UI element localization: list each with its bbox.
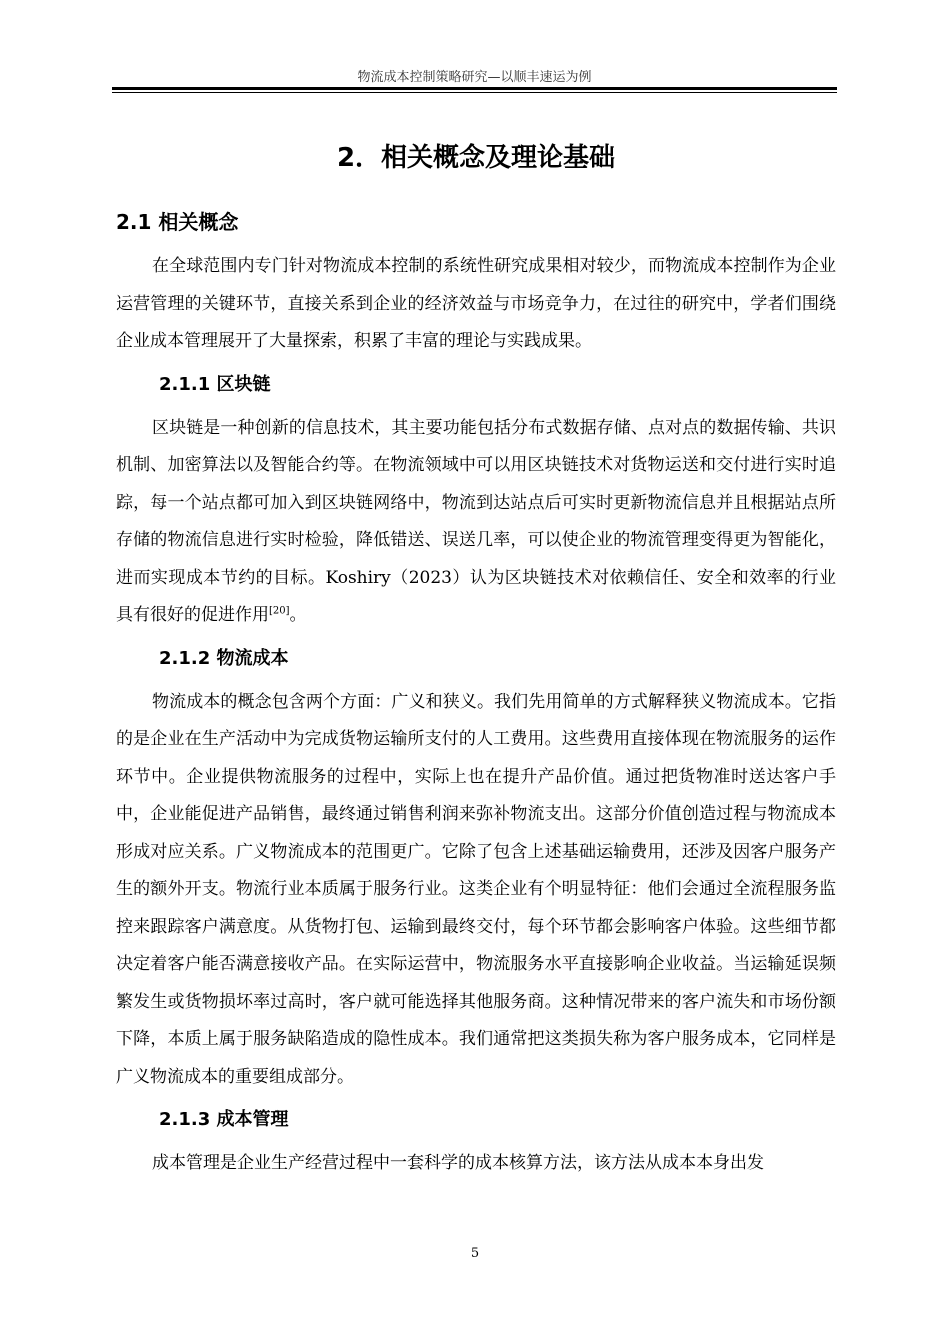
header-rule <box>112 87 837 90</box>
paragraph-blockchain-text: 区块链是一种创新的信息技术，其主要功能包括分布式数据存储、点对点的数据传输、共识机制、加密算法以及智能合约等。在物流领域中可以用区块链技术对货物运送和交付进行实时追踪，每一个站点都可加入到区块链网络中，物流到达站点后可实时更新物流信息并且根据站点所存储的物流信息进行实时检验，降低错送、误送几率，可以使企业的物流管理变得更为智能化，进而实现成本节约的目标。Koshiry（2023）认为区块链技术对依赖信任、安全和效率的行业具有很好的促进作用 <box>116 417 836 625</box>
paragraph-2-1: 在全球范围内专门针对物流成本控制的系统性研究成果相对较少，而物流成本控制作为企业运营管理的关键环节，直接关系到企业的经济效益与市场竞争力，在过往的研究中，学者们围绕企业成本管理展开了大量探索，积累了丰富的理论与实践成果。 <box>116 256 836 351</box>
subsection-title-blockchain: 2.1.1 区块链 <box>159 373 271 395</box>
chapter-title: 2．相关概念及理论基础 <box>336 143 616 173</box>
page-body <box>116 135 836 1190</box>
subsection-title-cost-management: 2.1.3 成本管理 <box>159 1109 289 1130</box>
citation-ref: [20] <box>269 605 290 617</box>
subsection-title-logistics-cost: 2.1.2 物流成本 <box>159 647 289 669</box>
paragraph-cost-management: 成本管理是企业生产经营过程中一套科学的成本核算方法，该方法从成本本身出发 <box>152 1153 764 1173</box>
paragraph-logistics-cost: 物流成本的概念包含两个方面：广义和狭义。我们先用简单的方式解释狭义物流成本。它指的是企业在生产活动中为完成货物运输所支付的人工费用。这些费用直接体现在物流服务的运作环节中。企业提供物流服务的过程中，实际上也在提升产品价值。通过把货物准时送达客户手中，企业能促进产品销售，最终通过销售利润来弥补物流支出。这部分价值创造过程与物流成本形成对应关系。广义物流成本的范围更广。它除了包含上述基础运输费用，还涉及因客户服务产生的额外开支。物流行业本质属于服务行业。这类企业有个明显特征：他们会通过全流程服务监控来跟踪客户满意度。从货物打包、运输到最终交付，每个环节都会影响客户体验。这些细节都决定着客户能否满意接收产品。在实际运营中，物流服务水平直接影响企业收益。当运输延误频繁发生或货物损坏率过高时，客户就可能选择其他服务商。这种情况带来的客户流失和市场份额下降，本质上属于服务缺陷造成的隐性成本。我们通常把这类损失称为客户服务成本，它同样是广义物流成本的重要组成部分。 <box>116 691 836 1087</box>
paragraph-blockchain-end: 。 <box>289 605 307 625</box>
page-number: 5 <box>470 1246 480 1261</box>
section-title-2-1: 2.1 相关概念 <box>116 210 239 234</box>
header-rule-thin <box>112 92 837 93</box>
paragraph-blockchain <box>116 410 836 635</box>
running-header: 物流成本控制策略研究—以顺丰速运为例 <box>357 70 592 85</box>
